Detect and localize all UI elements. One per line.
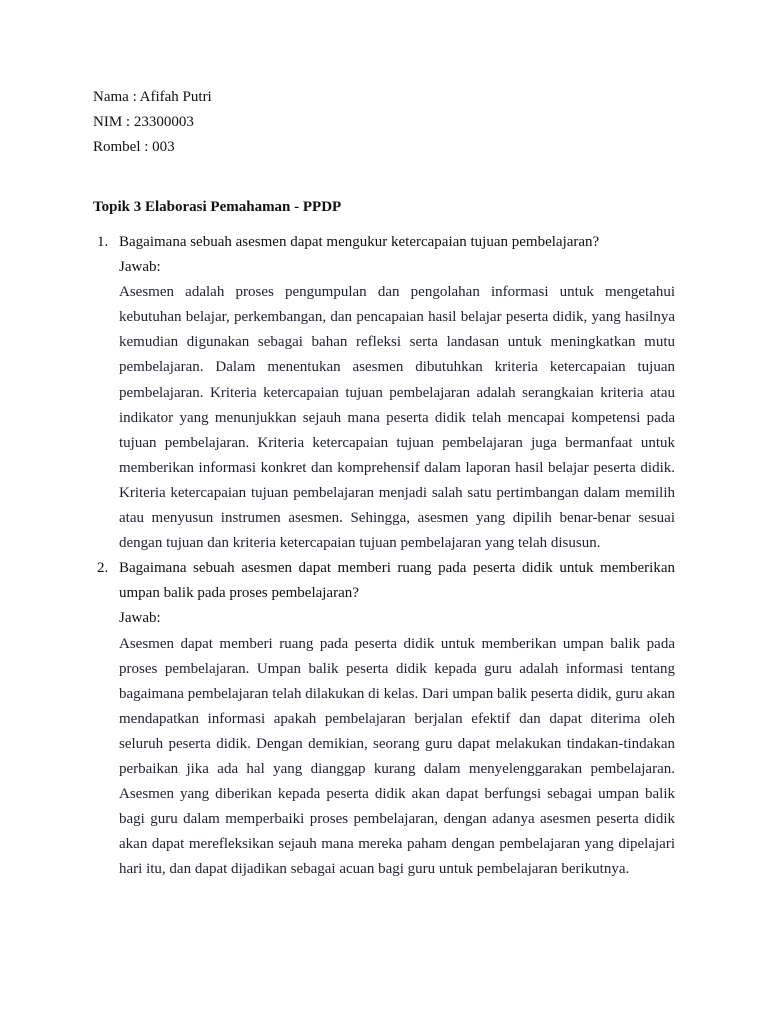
student-rombel: Rombel : 003 xyxy=(93,139,175,155)
topic-title: Topik 3 Elaborasi Pemahaman - PPDP xyxy=(93,199,342,215)
question-text: Bagaimana sebuah asesmen dapat mengukur ketercapaian tujuan pembelajaran? xyxy=(119,234,600,250)
question-text: Bagaimana sebuah asesmen dapat memberi ruang pada peserta didik untuk memberikan umpan balik pada proses pembelajaran? xyxy=(119,560,675,602)
question-number: 1. xyxy=(97,234,109,250)
question-item-1 xyxy=(93,230,675,556)
student-name: Nama : Afifah Putri xyxy=(93,89,212,105)
question-list xyxy=(93,230,675,882)
question-item-2 xyxy=(93,556,675,882)
answer-label: Jawab: xyxy=(119,259,161,276)
answer-label: Jawab: xyxy=(119,610,161,627)
student-identity xyxy=(93,85,212,160)
answer-text: Asesmen adalah proses pengumpulan dan pengolahan informasi untuk mengetahui kebutuhan belajar, perkembangan, dan pencapaian hasil belajar peserta didik, yang hasilnya kemudian digunakan sebagai bahan refleksi serta landasan untuk meningkatkan mutu pembelajaran. Dalam menentukan asesmen dibutuhkan kriteria ketercapaian tujuan pembelajaran. Kriteria ketercapaian tujuan pembelajaran adalah serangkaian kriteria atau indikator yang menunjukkan sejauh mana peserta didik telah mencapai kompetensi pada tujuan pembelajaran. Kriteria ketercapaian tujuan pembelajaran juga bermanfaat untuk memberikan informasi konkret dan komprehensif dalam laporan hasil belajar peserta didik. Kriteria ketercapaian tujuan pembelajaran menjadi salah satu pertimbangan dalam memilih atau menyusun instrumen asesmen. Sehingga, asesmen yang dipilih benar-benar sesuai dengan tujuan dan kriteria ketercapaian tujuan pembelajaran yang telah disusun. xyxy=(119,284,675,552)
question-number: 2. xyxy=(97,560,109,577)
student-nim: NIM : 23300003 xyxy=(93,114,194,130)
answer-text: Asesmen dapat memberi ruang pada peserta didik untuk memberikan umpan balik pada proses pembelajaran. Umpan balik peserta didik kepada guru adalah informasi tentang bagaimana pembelajaran telah dilakukan di kelas. Dari umpan balik peserta didik, guru akan mendapatkan informasi apakah pembelajaran berjalan efektif dan dapat diterima oleh seluruh peserta didik. Dengan demikian, seorang guru dapat melakukan tindakan-tindakan perbaikan jika ada hal yang dianggap kurang dalam menyelenggarakan pembelajaran. Asesmen yang diberikan kepada peserta didik akan dapat berfungsi sebagai umpan balik bagi guru dalam memperbaiki proses pembelajaran, dengan adanya asesmen peserta didik akan dapat merefleksikan sejauh mana mereka paham dengan pembelajaran yang dipelajari hari itu, dan dapat dijadikan sebagai acuan bagi guru untuk pembelajaran berikutnya. xyxy=(119,635,675,878)
